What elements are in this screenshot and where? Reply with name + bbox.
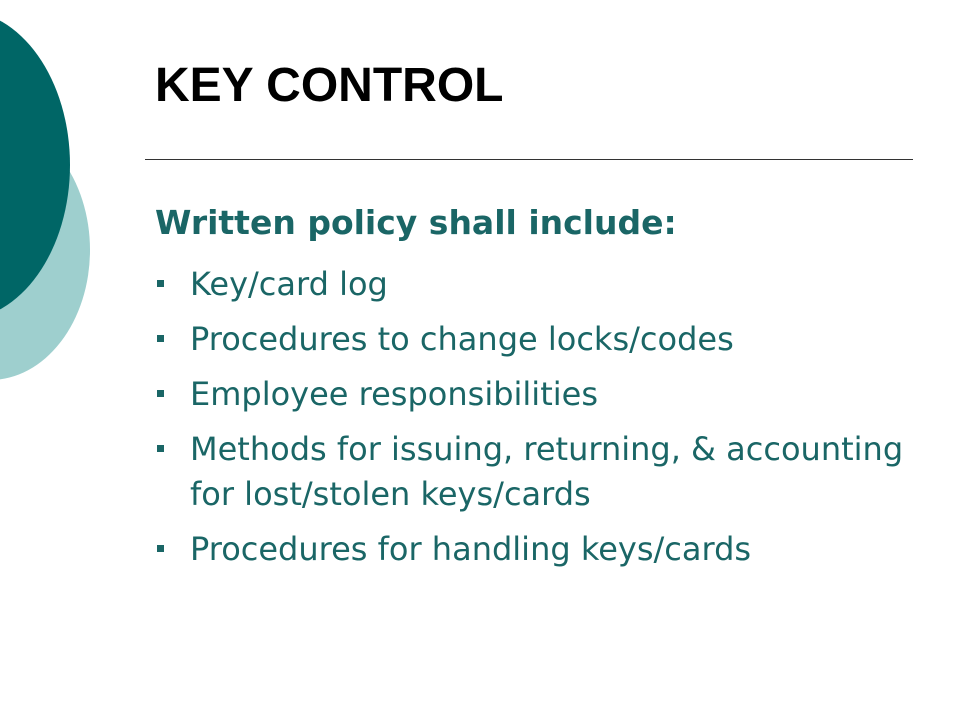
bullet-item — [155, 372, 915, 417]
bullet-item — [155, 262, 915, 307]
square-bullet-icon — [157, 390, 164, 397]
bullet-text: Procedures for handling keys/cards — [190, 530, 752, 568]
bullet-text: Procedures to change locks/codes — [190, 320, 734, 358]
square-bullet-icon — [157, 280, 164, 287]
bullet-text: Methods for issuing, returning, & accounting for lost/stolen keys/cards — [190, 430, 904, 513]
slide-subheading: Written policy shall include: — [155, 203, 677, 242]
bullet-item — [155, 317, 915, 362]
bullet-text: Key/card log — [190, 265, 388, 303]
bullet-list — [155, 262, 915, 582]
bullet-text: Employee responsibilities — [190, 375, 598, 413]
square-bullet-icon — [157, 545, 164, 552]
slide-title: KEY CONTROL — [155, 59, 504, 112]
bullet-item — [155, 427, 915, 517]
bullet-item — [155, 527, 915, 572]
title-divider — [145, 159, 913, 160]
square-bullet-icon — [157, 445, 164, 452]
square-bullet-icon — [157, 335, 164, 342]
